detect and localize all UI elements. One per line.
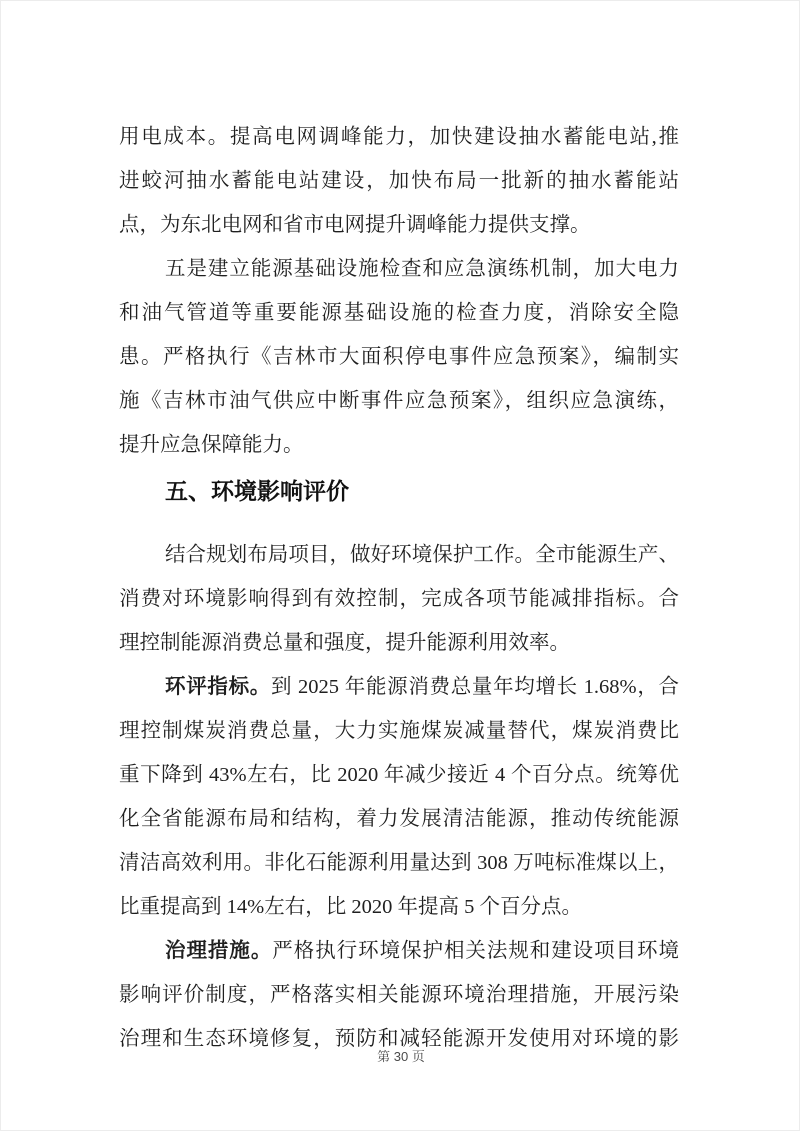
body-text: 理控制煤炭消费总量，大力实施煤炭减量替代，煤炭消费比 [119,720,679,742]
text-line [119,115,679,159]
text-line [119,379,679,423]
body-text: 重下降到 43%左右，比 2020 年减少接近 4 个百分点。统筹优 [119,764,679,786]
text-line [119,247,679,291]
body-text: 用电成本。提高电网调峰能力，加快建设抽水蓄能电站,推 [119,126,679,148]
body-text: 和油气管道等重要能源基础设施的检查力度，消除安全隐 [119,302,679,324]
body-text: 到 2025 年能源消费总量年均增长 1.68%，合 [270,676,679,698]
bold-lead-text: 治理措施。 [165,939,273,962]
text-line [119,665,679,709]
section-heading: 五、环境影响评价 [165,478,349,504]
text-line [119,291,679,335]
text-line [119,797,679,841]
text-line [119,159,679,203]
page-number-label: 第 30 页 [377,1049,425,1064]
text-line [119,423,679,467]
paragraph [119,247,679,467]
paragraph [119,115,679,247]
text-line [119,929,679,973]
body-text: 比重提高到 14%左右，比 2020 年提高 5 个百分点。 [119,896,582,918]
paragraph [119,665,679,929]
body-text: 提升应急保障能力。 [119,434,304,456]
body-text: 化全省能源布局和结构，着力发展清洁能源，推动传统能源 [119,808,679,830]
body-text: 清洁高效利用。非化石能源利用量达到 308 万吨标准煤以上， [119,852,679,874]
body-text: 患。严格执行《吉林市大面积停电事件应急预案》，编制实 [119,346,679,368]
body-text: 五是建立能源基础设施检查和应急演练机制，加大电力 [165,258,679,280]
body-text: 消费对环境影响得到有效控制，完成各项节能减排指标。合 [119,588,679,610]
body-text: 施《吉林市油气供应中断事件应急预案》，组织应急演练， [119,390,679,412]
text-line [119,203,679,247]
text-line [119,621,679,665]
text-line [119,885,679,929]
body-text: 影响评价制度，严格落实相关能源环境治理措施，开展污染 [119,984,679,1006]
text-line [119,335,679,379]
paragraph [119,929,679,1061]
bold-lead-text: 环评指标。 [165,675,271,698]
body-text: 治理和生态环境修复，预防和减轻能源开发使用对环境的影 [119,1028,679,1050]
text-line [119,753,679,797]
page-footer [1,1047,800,1067]
paragraph [119,533,679,665]
text-line [119,841,679,885]
body-text: 理控制能源消费总量和强度，提升能源利用效率。 [119,632,570,654]
text-line [119,577,679,621]
body-text: 严格执行环境保护相关法规和建设项目环境 [272,940,679,962]
text-line [119,973,679,1017]
text-line [119,533,679,577]
body-text: 进蛟河抽水蓄能电站建设，加快布局一批新的抽水蓄能站 [119,170,679,192]
body-text: 点，为东北电网和省市电网提升调峰能力提供支撑。 [119,214,591,236]
body-text: 结合规划布局项目，做好环境保护工作。全市能源生产、 [165,544,679,566]
document-body [119,115,679,1061]
text-line [119,709,679,753]
